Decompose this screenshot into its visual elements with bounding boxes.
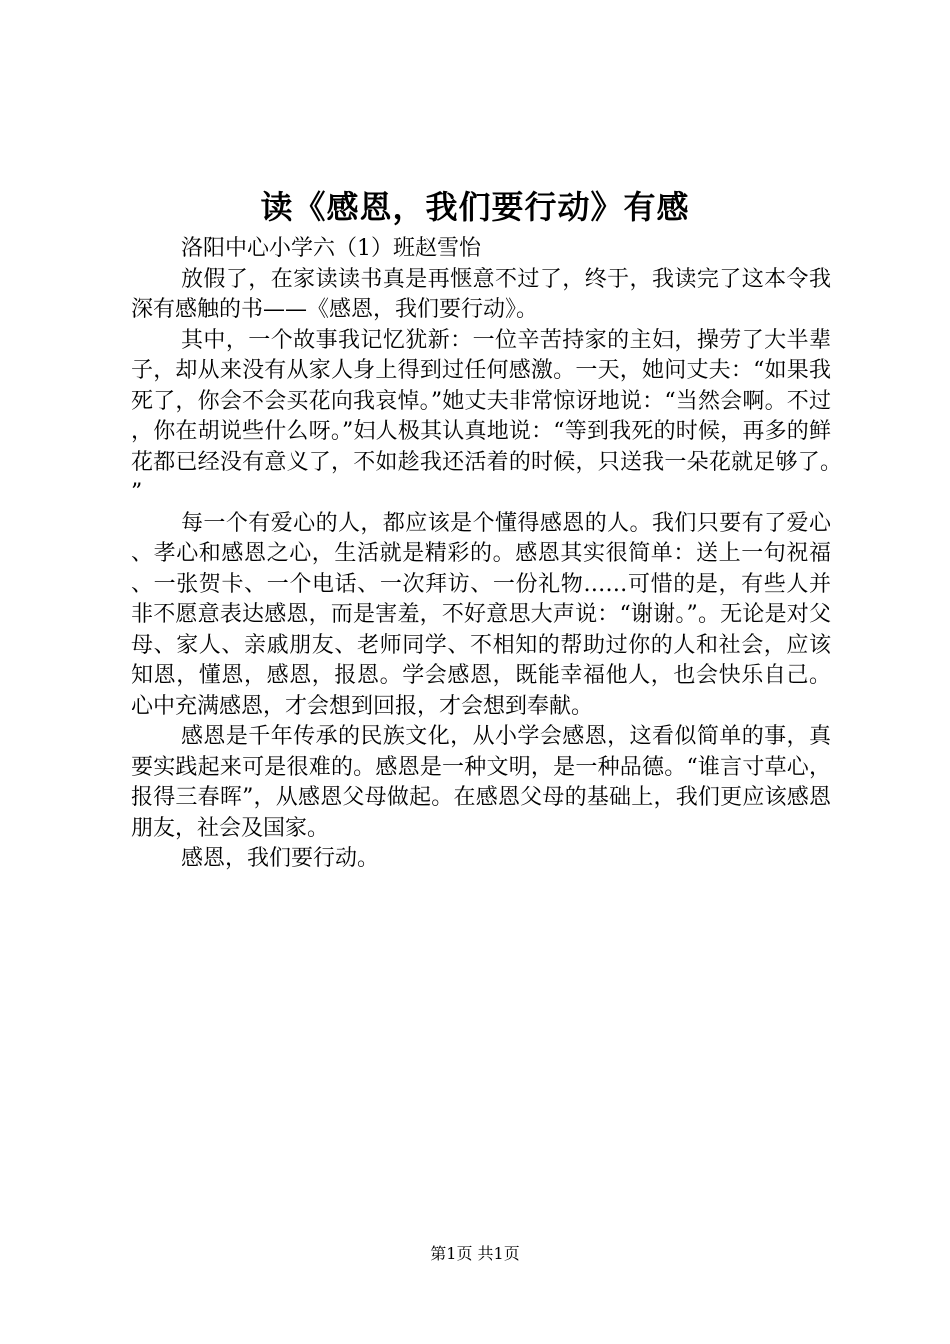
paragraph-4: 感恩是千年传承的民族文化，从小学会感恩，这看似简单的事，真要实践起来可是很难的。感恩是一种文明，是一种品德。“谁言寸草心，报得三春晖”，从感恩父母做起。在感恩父母的基础上，我们更应该感恩朋友，社会及国家。 — [131, 724, 831, 841]
page-footer: 第1页 共1页 — [430, 1244, 520, 1263]
paragraph-2: 其中，一个故事我记忆犹新：一位辛苦持家的主妇，操劳了大半辈子，却从来没有从家人身上得到过任何感激。一天，她问丈夫：“如果我死了，你会不会买花向我哀悼。”她丈夫非常惊讶地说：“当然会啊。不过，你在胡说些什么呀。”妇人极其认真地说：“等到我死的时候，再多的鲜花都已经没有意义了，不如趁我还活着的时候，只送我一朵花就足够了。” — [131, 327, 831, 505]
paragraph-3: 每一个有爱心的人，都应该是个懂得感恩的人。我们只要有了爱心、孝心和感恩之心，生活就是精彩的。感恩其实很简单：送上一句祝福、一张贺卡、一个电话、一次拜访、一份礼物……可惜的是，有些人并非不愿意表达感恩，而是害羞，不好意思大声说：“谢谢。”。无论是对父母、家人、亲戚朋友、老师同学、不相知的帮助过你的人和社会，应该知恩，懂恩，感恩，报恩。学会感恩，既能幸福他人，也会快乐自己。心中充满感恩，才会想到回报，才会想到奉献。 — [131, 510, 831, 719]
paragraph-5: 感恩，我们要行动。 — [181, 846, 380, 871]
author-line: 洛阳中心小学六（1）班赵雪怡 — [181, 236, 481, 261]
document-body — [131, 234, 831, 875]
document-title: 读《感恩，我们要行动》有感 — [260, 188, 690, 226]
paragraph-1: 放假了，在家读读书真是再惬意不过了，终于，我读完了这本令我深有感触的书——《感恩，我们要行动》。 — [131, 266, 831, 322]
